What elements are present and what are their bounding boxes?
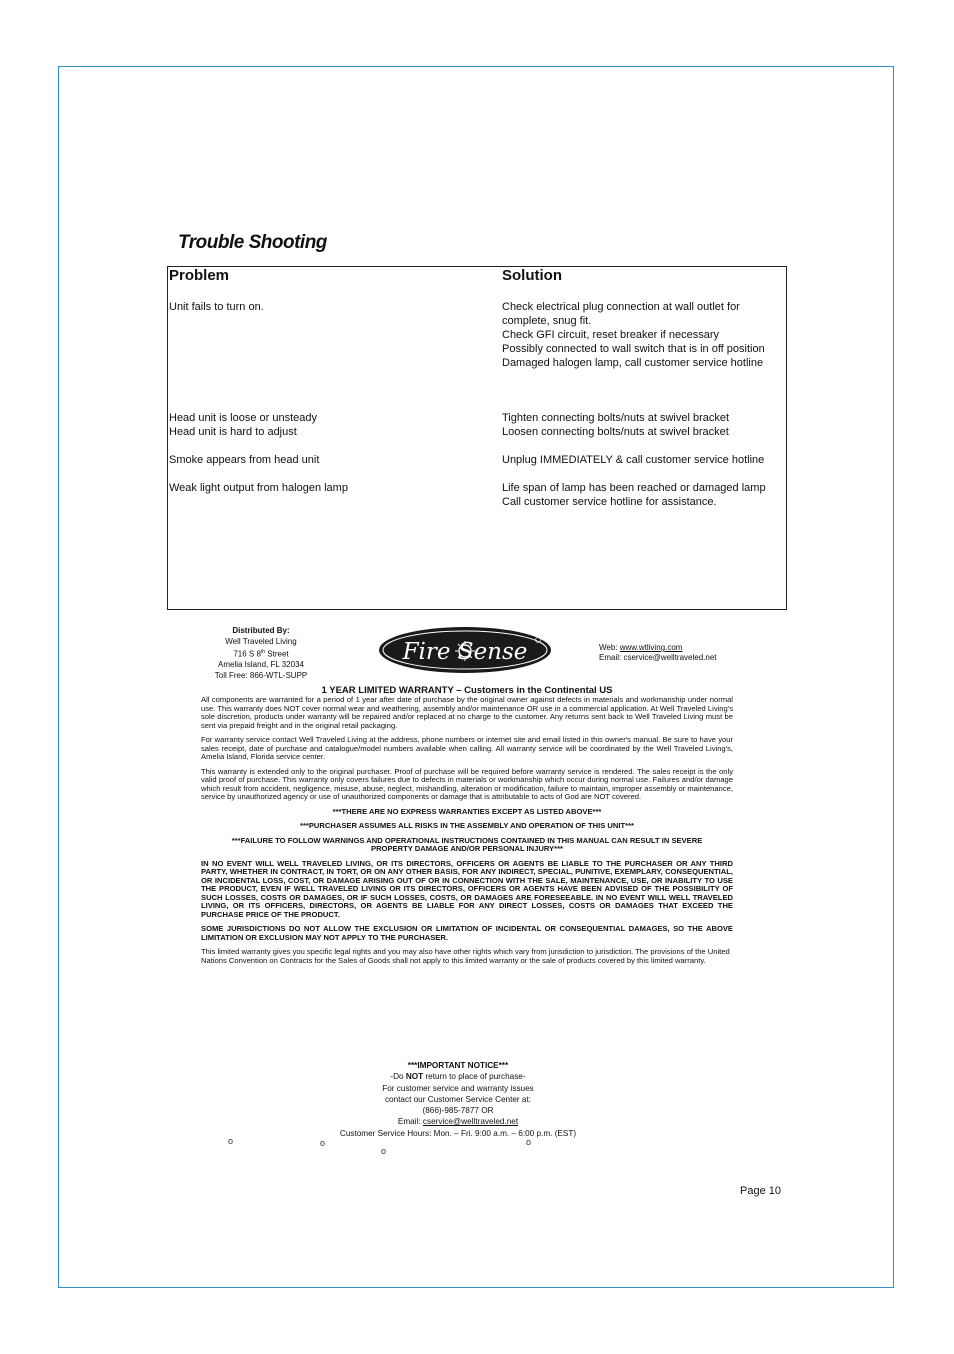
warranty-notice: ***PURCHASER ASSUMES ALL RISKS IN THE ASSEMBLY AND OPERATION OF THIS UNIT***	[299, 821, 635, 830]
notice-phone: (866)-985-7877 OR	[422, 1106, 494, 1116]
troubleshooting-table	[167, 266, 787, 610]
distributor-name: Well Traveled Living	[225, 636, 297, 646]
notice-title: ***IMPORTANT NOTICE***	[407, 1061, 509, 1070]
bullet-icon: o	[228, 1136, 234, 1146]
distributor-city: Amelia Island, FL 32034	[218, 660, 304, 670]
distributor-block	[196, 626, 326, 681]
warranty-paragraph: For warranty service contact Well Traveled Living at the address, phone numbers or internet site and email listed in this owner's manual. Be sure to have your sales receipt, date of purchase and catalogue/model numbers available when calling. All warranty service will be coordinated by the Well Traveled Living's, Amelia Island, Florida service center.	[201, 735, 733, 761]
solution-cell: Unplug IMMEDIATELY & call customer service hotline	[502, 454, 765, 466]
page-number: Page 10	[740, 1185, 781, 1197]
bullet-icon: o	[526, 1137, 532, 1147]
problem-cell: Weak light output from halogen lamp	[169, 482, 348, 494]
svg-text:Fire Sense: Fire Sense	[402, 639, 528, 665]
distributor-street: 716 S 8th Street	[233, 649, 289, 659]
problem-cell: Head unit is loose or unsteady Head unit is hard to adjust	[169, 412, 317, 438]
warranty-notice: ***FAILURE TO FOLLOW WARNINGS AND OPERATIONAL INSTRUCTIONS CONTAINED IN THIS MANUAL CAN RESULT IN SEVERE PROPERTY DAMAGE AND/OR PERSONAL INJURY***	[231, 835, 703, 853]
contact-block: Web: www.wtliving.com Email: cservice@welltraveled.net	[599, 643, 717, 662]
solution-cell: Check electrical plug connection at wall outlet for complete, snug fit. Check GFI circuit, reset breaker if necessary Possibly connected to wall switch that is in off position Damaged halogen lamp, call customer service hotline	[502, 301, 765, 369]
fire-sense-logo	[378, 626, 552, 674]
problem-cell: Unit fails to turn on.	[169, 301, 264, 313]
warranty-paragraph: All components are warranted for a period of 1 year after date of purchase by the original owner against defects in materials and workmanship under normal use. This warranty does NOT cover normal wear and weathering, assembly and/or maintenance OR use in a commercial application. At Well Traveled Living's sole discretion, products under warranty will be repaired and/or replaced at no charge to the customer. Any returns sent back to Well Traveled Living must be sent via prepaid freight and in the original retail packaging.	[201, 695, 733, 730]
notice-email: Email: cservice@welltraveled.net	[397, 1117, 519, 1127]
jurisdiction-paragraph: SOME JURISDICTIONS DO NOT ALLOW THE EXCLUSION OR LIMITATION OF INCIDENTAL OR CONSEQUENTIAL DAMAGES, SO THE ABOVE LIMITATION OR EXCLUSION MAY NOT APPLY TO THE PURCHASER.	[201, 924, 733, 942]
problem-header: Problem	[169, 267, 230, 284]
notice-line: -Do NOT return to place of purchase-	[390, 1072, 526, 1082]
solution-header: Solution	[502, 267, 562, 284]
distributor-heading: Distributed By:	[232, 626, 290, 635]
bullet-icon: o	[320, 1138, 326, 1148]
important-notice	[290, 1060, 626, 1139]
page-title: Trouble Shooting	[178, 232, 327, 253]
bullet-icon: o	[381, 1146, 387, 1156]
notice-email-link[interactable]: cservice@welltraveled.net	[422, 1117, 519, 1127]
contact-email: cservice@welltraveled.net	[623, 653, 717, 662]
solution-cell: Life span of lamp has been reached or damaged lamp Call customer service hotline for assistance.	[502, 482, 766, 508]
legal-rights-paragraph: This limited warranty gives you specific legal rights and you may also have other rights which vary from jurisdiction to jurisdiction. The provisions of the United Nations Convention on Contracts for the Sales of Goods shall not apply to this limited warranty or the sale of products covered by this limited warranty.	[201, 947, 730, 965]
liability-paragraph: IN NO EVENT WILL WELL TRAVELED LIVING, OR ITS DIRECTORS, OFFICERS OR AGENTS BE LIABLE TO THE PURCHASER OR ANY THIRD PARTY, WHETHER IN CONTRACT, IN TORT, OR ON ANY OTHER BASIS, FOR ANY INDIRECT, SPECIAL, PUNITIVE, EXEMPLARY, CONSEQUENTIAL, OR INCIDENTAL LOSS, COST, OR DAMAGE ARISING OUT OF OR IN CONNECTION WITH THE SALE, MAINTENANCE, USE, OR INABILITY TO USE THE PRODUCT, EVEN IF WELL TRAVELED LIVING OR ITS DIRECTORS, OFFICERS OR AGENTS HAVE BEEN ADVISED OF THE POSSIBILITY OF SUCH LOSSES, COSTS OR DAMAGES, OR IF SUCH LOSSES, COSTS, OR DAMAGES ARE FORESEEABLE. IN NO EVENT WILL WELL TRAVELED LIVING, OR ITS OFFICERS, DIRECTORS, OR AGENTS BE LIABLE FOR ANY DIRECT LOSSES, COSTS OR DAMAGES THAT EXCEED THE PURCHASE PRICE OF THE PRODUCT.	[201, 858, 733, 919]
warranty-notice: ***THERE ARE NO EXPRESS WARRANTIES EXCEPT AS LISTED ABOVE***	[332, 806, 602, 816]
warranty-section	[201, 685, 733, 971]
problem-cell: Smoke appears from head unit	[169, 454, 320, 466]
solution-cell: Tighten connecting bolts/nuts at swivel bracket Loosen connecting bolts/nuts at swivel bracket	[502, 412, 730, 438]
warranty-title: 1 YEAR LIMITED WARRANTY – Customers in the Continental US	[321, 685, 613, 696]
notice-line: For customer service and warranty issues	[382, 1083, 534, 1093]
notice-hours: Customer Service Hours: Mon. – Fri. 9:00 a.m. – 6:00 p.m. (EST)	[339, 1128, 577, 1138]
warranty-paragraph: This warranty is extended only to the original purchaser. Proof of purchase will be required before warranty service is rendered. The sales receipt is the only valid proof of purchase. This warranty only covers failures due to defects in materials or workmanship which occur during normal use. Failures and/or damage which result from accident, negligence, misuse, abuse, neglect, mishandling, alteration or modification, failure to maintain, improper assembly or maintenance, service by unauthorized agency or use of unauthorized components or damage that is attributable to acts of God are NOT covered.	[201, 766, 733, 801]
distributor-tollfree: Toll Free: 866-WTL-SUPP	[214, 670, 308, 680]
notice-line: contact our Customer Service Center at:	[384, 1094, 532, 1104]
website-link[interactable]: www.wtliving.com	[619, 643, 683, 652]
